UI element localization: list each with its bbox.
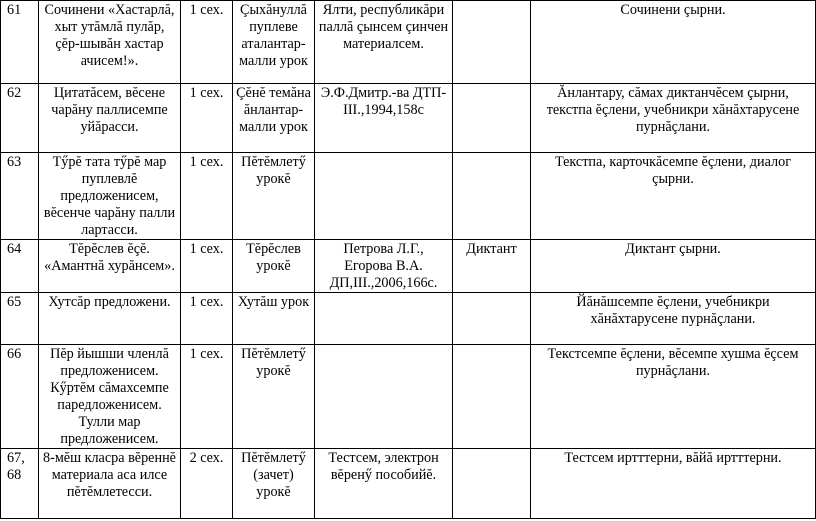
lesson-activity: Ăнлантару, сăмах диктанчĕсем çырни, текстпа ĕçлени, учебникри хăнăхтарусене пурнăçлани. (531, 84, 816, 153)
lesson-activity: Йăнăшсемпе ĕçлени, учебникри хăнăхтарусене пурнăçлани. (531, 293, 816, 345)
lesson-type: Çыхăнуллă пуплеве аталантар-малли урок (233, 1, 315, 84)
lesson-activity: Текстсемпе ĕçлени, вĕсемпе хушма ĕçсем пурнăçлани. (531, 345, 816, 449)
lesson-control (453, 449, 531, 519)
lesson-topic: Цитатăсем, вĕсене чарăну паллисемпе уйăрасси. (39, 84, 181, 153)
table-row (1, 153, 816, 240)
lesson-number: 62 (1, 84, 39, 153)
lesson-topic: Хутсăр предложени. (39, 293, 181, 345)
lesson-number: 61 (1, 1, 39, 84)
lesson-type: Пĕтĕмлетӳ урокĕ (233, 345, 315, 449)
lesson-type: Пĕтĕмлетӳ (зачет) урокĕ (233, 449, 315, 519)
lesson-hours: 1 сех. (181, 345, 233, 449)
lesson-activity: Сочинени çырни. (531, 1, 816, 84)
lesson-control (453, 1, 531, 84)
lesson-hours: 1 сех. (181, 153, 233, 240)
lesson-number: 65 (1, 293, 39, 345)
lesson-hours: 1 сех. (181, 1, 233, 84)
lesson-type: Тĕрĕслев урокĕ (233, 240, 315, 293)
lesson-topic: Пĕр йышши членлă предложенисем. Кӳртĕм сăмахсемпе паредложенисем. Тулли мар предложенисем. (39, 345, 181, 449)
lesson-control (453, 345, 531, 449)
table-row (1, 240, 816, 293)
lesson-number: 63 (1, 153, 39, 240)
table-row (1, 449, 816, 519)
lesson-number: 66 (1, 345, 39, 449)
lesson-material: Ялти, республикăри паллă çынсем çинчен материалсем. (315, 1, 453, 84)
lesson-type: Пĕтĕмлетӳ урокĕ (233, 153, 315, 240)
lesson-hours: 2 сех. (181, 449, 233, 519)
lesson-topic: Тӳрĕ тата тӳрĕ мар пуплевлĕ предложенисем, вĕсенче чарăну палли лартасси. (39, 153, 181, 240)
lesson-hours: 1 сех. (181, 84, 233, 153)
lesson-type: Хутăш урок (233, 293, 315, 345)
table-row (1, 1, 816, 84)
lesson-topic: 8-мĕш класра вĕреннĕ материала аса илсе пĕтĕмлетесси. (39, 449, 181, 519)
lesson-number: 64 (1, 240, 39, 293)
table-row (1, 84, 816, 153)
lesson-control (453, 84, 531, 153)
lesson-material (315, 293, 453, 345)
lesson-hours: 1 сех. (181, 240, 233, 293)
lesson-material: Тестсем, электрон вĕренӳ пособийĕ. (315, 449, 453, 519)
lesson-material (315, 345, 453, 449)
lesson-activity: Тестсем иртттерни, вăйă иртттерни. (531, 449, 816, 519)
lesson-topic: Сочинени «Хастарлă, хыт утăмлă пулăр, çĕр-шывăн хастар ачисем!». (39, 1, 181, 84)
lesson-material: Петрова Л.Г., Егорова В.А. ДП,III.,2006,166с. (315, 240, 453, 293)
lesson-activity: Текстпа, карточкăсемпе ĕçлени, диалог çырни. (531, 153, 816, 240)
lesson-type: Çĕнĕ темăна ăнлантар-малли урок (233, 84, 315, 153)
lesson-control (453, 153, 531, 240)
lesson-topic: Тĕрĕслев ĕçĕ. «Амантнă хурăнсем». (39, 240, 181, 293)
lesson-control (453, 293, 531, 345)
lesson-control: Диктант (453, 240, 531, 293)
lesson-material: Э.Ф.Дмитр.-ва ДТП-III.,1994,158с (315, 84, 453, 153)
table-row (1, 345, 816, 449)
lesson-number: 67, 68 (1, 449, 39, 519)
lesson-hours: 1 сех. (181, 293, 233, 345)
lesson-activity: Диктант çырни. (531, 240, 816, 293)
table-row (1, 293, 816, 345)
lesson-material (315, 153, 453, 240)
